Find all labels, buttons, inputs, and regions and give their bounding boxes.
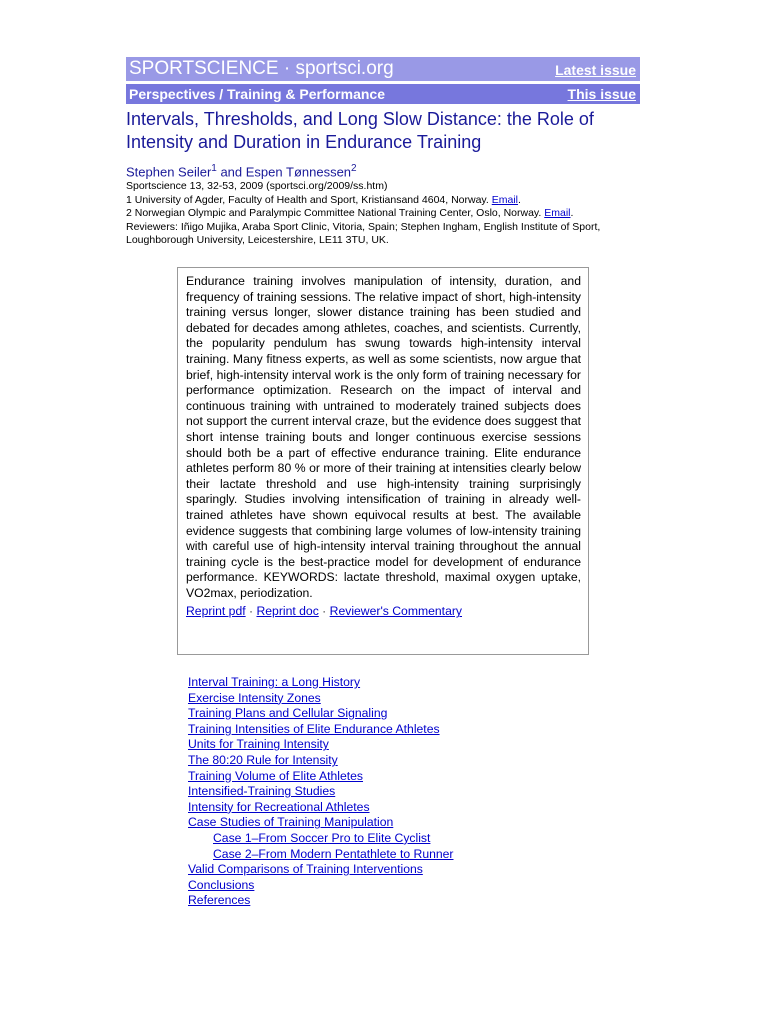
- author-2: Espen Tønnessen: [245, 164, 352, 180]
- email-link-1[interactable]: Email: [491, 193, 519, 206]
- toc-link[interactable]: Units for Training Intensity: [188, 737, 329, 752]
- toc-link[interactable]: Interval Training: a Long History: [188, 675, 361, 689]
- reprint-doc-link[interactable]: Reprint doc: [256, 604, 319, 619]
- toc-link[interactable]: Training Plans and Cellular Signaling: [188, 706, 388, 721]
- site-name: SPORTSCIENCE · sportsci.org: [129, 58, 394, 79]
- reviewers-line-1: Reviewers: Iñigo Mujika, Araba Sport Clinic, Vitoria, Spain; Stephen Ingham, English Institute of Sport,: [126, 220, 601, 233]
- abstract-box: [177, 267, 589, 655]
- toc-link[interactable]: Case Studies of Training Manipulation: [188, 815, 394, 830]
- toc-link[interactable]: Valid Comparisons of Training Interventions: [188, 862, 423, 877]
- toc-link[interactable]: The 80:20 Rule for Intensity: [188, 752, 338, 767]
- toc-link[interactable]: Intensified-Training Studies: [188, 784, 336, 799]
- author-2-sup: 2: [351, 163, 357, 174]
- reprint-pdf-link[interactable]: Reprint pdf: [186, 604, 246, 619]
- toc-link[interactable]: References: [188, 893, 251, 908]
- section-label: Perspectives / Training & Performance: [129, 86, 385, 102]
- toc-link[interactable]: Training Intensities of Elite Endurance Athletes: [188, 721, 440, 736]
- toc-link[interactable]: Conclusions: [188, 877, 255, 892]
- affiliation-2: 2 Norwegian Olympic and Paralympic Committee National Training Center, Oslo, Norway. Email.: [126, 207, 574, 220]
- article-title: Intervals, Thresholds, and Long Slow Distance: the Role of Intensity and Duration in Endurance Training: [126, 109, 594, 152]
- latest-issue-link[interactable]: Latest issue: [555, 62, 636, 78]
- author-1-sup: 1: [211, 163, 217, 174]
- reviewers-line-2: Loughborough University, Leicestershire, LE11 3TU, UK.: [126, 234, 389, 247]
- citation: Sportscience 13, 32-53, 2009 (sportsci.org/2009/ss.htm): [126, 180, 388, 192]
- toc-link[interactable]: Exercise Intensity Zones: [188, 690, 321, 705]
- author-1: Stephen Seiler: [126, 164, 212, 180]
- article-meta: [126, 180, 646, 248]
- authors: [126, 160, 357, 181]
- section-banner: [126, 84, 640, 104]
- affiliation-1: 1 University of Agder, Faculty of Health and Sport, Kristiansand 4604, Norway. Email.: [126, 193, 521, 206]
- toc-link[interactable]: Intensity for Recreational Athletes: [188, 799, 370, 814]
- authors-and: and: [216, 164, 246, 180]
- reprint-links: Reprint pdf · Reprint doc · Reviewer's Commentary: [186, 604, 463, 619]
- abstract-text: Endurance training involves manipulation of intensity, duration, and frequency of training sessions. The relative impact of short, high-intensity training versus longer, slower distance training has been studied and debated for decades among athletes, coaches, and scientists. Currently, the popularity pendulum has swung towards high-intensity interval training. Many fitness experts, as well as some scientists, now argue that brief, high-intensity interval work is the only form of training necessary for performance optimization. Research on the impact of interval and continuous training with untrained to moderately trained subjects does not support the current interval craze, but the evidence does suggest that short intense training bouts and longer continuous exercise sessions should both be a part of effective endurance training. Elite endurance athletes perform 80 % or more of their training at intensities clearly below their lactate threshold and use high-intensity training surprisingly sparingly. Studies involving intensification of training in already well-trained athletes have shown equivocal results at best. The available evidence suggests that combining large volumes of low-intensity training with careful use of high-intensity interval training throughout the annual training cycle is the best-practice model for development of endurance performance. KEYWORDS: lactate threshold, maximal oxygen uptake, VO2max, periodization.: [186, 274, 581, 600]
- table-of-contents: [188, 675, 454, 909]
- site-banner: [126, 57, 640, 81]
- this-issue-link[interactable]: This issue: [567, 86, 636, 102]
- toc-link[interactable]: Training Volume of Elite Athletes: [188, 768, 364, 783]
- reviewers-commentary-link[interactable]: Reviewer's Commentary: [329, 604, 463, 619]
- email-link-2[interactable]: Email: [544, 207, 571, 220]
- toc-link-sub[interactable]: Case 2–From Modern Pentathlete to Runner: [213, 846, 454, 861]
- toc-link-sub[interactable]: Case 1–From Soccer Pro to Elite Cyclist: [213, 830, 431, 845]
